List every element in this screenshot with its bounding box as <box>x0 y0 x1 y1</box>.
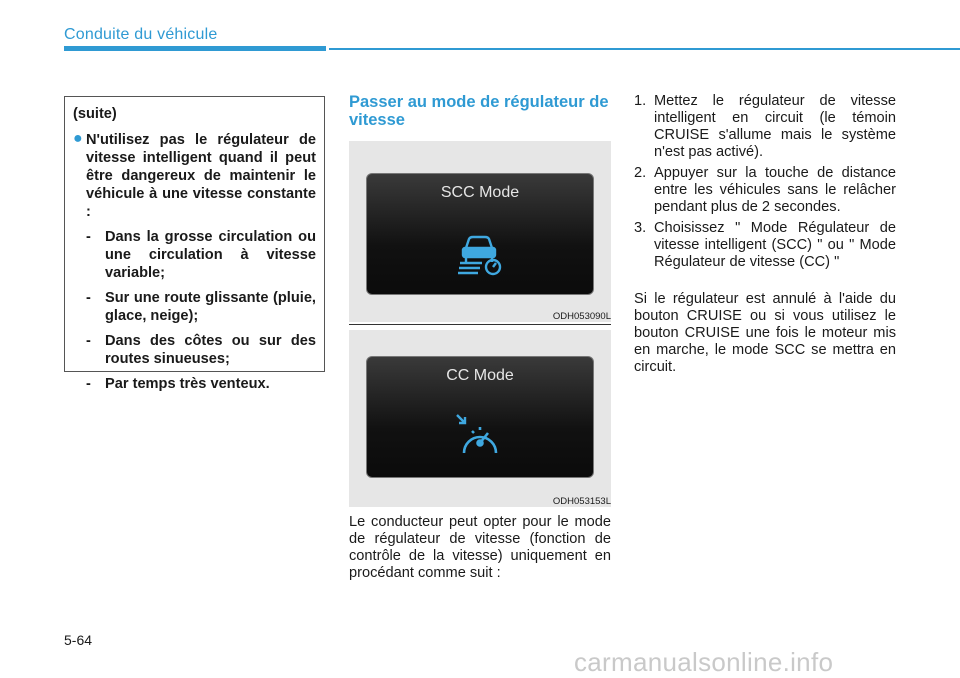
warning-item <box>73 332 316 368</box>
intro-paragraph: Le conducteur peut opter pour le mode de régulateur de vitesse (fonction de contrôle de la vitesse) uniquement en procédant comme suit : <box>349 514 611 581</box>
section-heading: Passer au mode de régulateur de vitesse <box>349 93 609 129</box>
figure-cc-mode <box>349 330 611 507</box>
warning-bullet <box>73 131 316 221</box>
step-text: Appuyer sur la touche de distance entre les véhicules sans le relâcher pendant plus de 2 secondes. <box>654 165 896 215</box>
dash-icon: - <box>86 229 91 245</box>
header-rule <box>329 48 960 50</box>
step-item <box>634 93 896 161</box>
dash-icon: - <box>86 290 91 306</box>
step-item <box>634 165 896 216</box>
dash-icon: - <box>86 333 91 349</box>
cluster-screen <box>366 173 594 295</box>
step-text: Choisissez " Mode Régulateur de vitesse intelligent (SCC) " ou " Mode Régulateur de vitesse (CC) " <box>654 220 896 270</box>
warning-item <box>73 228 316 282</box>
warning-bullet-text: N'utilisez pas le régulateur de vitesse intelligent quand il peut être dangereux de maintenir le véhicule à une vitesse constante : <box>86 132 316 220</box>
warning-item-text: Dans la grosse circulation ou une circulation à vitesse variable; <box>105 229 316 281</box>
cluster-screen <box>366 356 594 478</box>
warning-box-title: (suite) <box>73 106 117 122</box>
bullet-dot-icon: ● <box>73 130 83 147</box>
watermark: carmanualsonline.info <box>574 647 834 677</box>
dash-icon: - <box>86 376 91 392</box>
step-text: Mettez le régulateur de vitesse intelligent en circuit (le témoin CRUISE s'allume mais le système n'est pas activé). <box>654 93 896 160</box>
step-number: 1. <box>634 93 647 109</box>
speedometer-icon <box>455 413 505 466</box>
warning-item-text: Par temps très venteux. <box>105 376 270 392</box>
warning-box <box>64 96 325 392</box>
warning-item <box>73 375 316 393</box>
note-paragraph: Si le régulateur est annulé à l'aide du bouton CRUISE ou si vous utilisez le bouton CRUISE une fois le moteur mis en marche, le mode SCC se mettra en circuit. <box>634 291 896 375</box>
figure-scc-mode <box>349 141 611 322</box>
smart-cruise-car-icon <box>456 232 504 281</box>
warning-item <box>73 289 316 325</box>
warning-item-text: Sur une route glissante (pluie, glace, neige); <box>105 290 316 324</box>
figure-code: ODH053153L <box>552 496 611 507</box>
step-item <box>634 220 896 271</box>
step-number: 2. <box>634 165 647 181</box>
steps-column <box>634 93 896 376</box>
header-accent-bar <box>64 46 326 51</box>
step-number: 3. <box>634 220 647 236</box>
screen-label: CC Mode <box>446 367 514 384</box>
section-title: Conduite du véhicule <box>64 26 218 43</box>
figure-divider <box>349 324 611 325</box>
page-number: 5-64 <box>64 632 93 648</box>
warning-item-text: Dans des côtes ou sur des routes sinueuses; <box>105 333 316 367</box>
screen-label: SCC Mode <box>440 184 520 201</box>
figure-code: ODH053090L <box>552 311 611 322</box>
